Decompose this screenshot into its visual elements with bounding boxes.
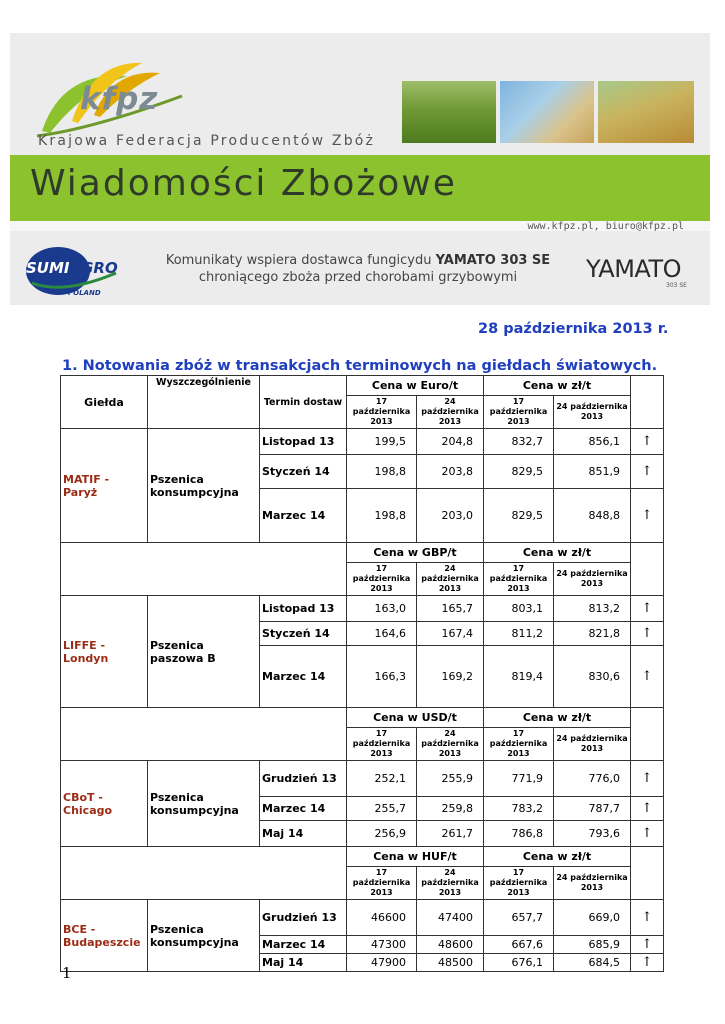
price-value: 821,8 — [554, 622, 631, 646]
issue-date: 28 października 2013 r. — [478, 321, 669, 337]
sponsor-line-1 — [138, 252, 578, 269]
delivery-term: Grudzień 13 — [260, 900, 347, 936]
date-header: 17 października 2013 — [347, 396, 417, 429]
sumiagro-poland: POLAND — [68, 289, 101, 297]
date-header: 24 października 2013 — [417, 563, 484, 596]
pln-header: Cena w zł/t — [484, 543, 631, 563]
currency-header: Cena w GBP/t — [347, 543, 484, 563]
trend-up-arrow-icon: ↑ — [631, 761, 664, 797]
product-name: Pszenica konsumpcyjna — [148, 429, 260, 543]
price-value: 848,8 — [554, 489, 631, 543]
blank-cell — [631, 847, 664, 900]
trend-up-arrow-icon: ↑ — [631, 596, 664, 622]
date-header: 24 października 2013 — [554, 396, 631, 429]
price-value: 48600 — [417, 936, 484, 954]
federation-name: Krajowa Federacja Producentów Zbóż — [38, 133, 376, 149]
date-header: 17 października 2013 — [347, 867, 417, 900]
price-value: 771,9 — [484, 761, 554, 797]
price-value: 169,2 — [417, 646, 484, 708]
trend-up-arrow-icon: ↑ — [631, 900, 664, 936]
sponsor-line-2: chroniącego zboża przed chorobami grzybowymi — [198, 270, 518, 285]
trend-up-arrow-icon: ↑ — [631, 797, 664, 821]
date-header: 17 października 2013 — [484, 396, 554, 429]
sumi-text: SUMI — [26, 259, 70, 277]
delivery-term: Marzec 14 — [260, 489, 347, 543]
product-name: Pszenica konsumpcyjna — [148, 900, 260, 972]
delivery-term: Grudzień 13 — [260, 761, 347, 797]
price-value: 203,8 — [417, 455, 484, 489]
blank-cell — [631, 708, 664, 761]
trend-up-arrow-icon: ↑ — [631, 489, 664, 543]
newsletter-title: Wiadomości Zbożowe — [30, 163, 457, 204]
agro-text: AGRO — [69, 259, 118, 277]
delivery-term: Maj 14 — [260, 954, 347, 972]
price-value: 813,2 — [554, 596, 631, 622]
price-value: 776,0 — [554, 761, 631, 797]
date-header: 24 października 2013 — [554, 867, 631, 900]
price-value: 256,9 — [347, 821, 417, 847]
price-value: 252,1 — [347, 761, 417, 797]
table-row — [61, 900, 664, 936]
col-spec: Wyszczególnienie — [148, 376, 260, 429]
delivery-term: Styczeń 14 — [260, 455, 347, 489]
delivery-term: Listopad 13 — [260, 596, 347, 622]
price-value: 684,5 — [554, 954, 631, 972]
price-value: 203,0 — [417, 489, 484, 543]
price-value: 829,5 — [484, 455, 554, 489]
header-row — [61, 847, 664, 867]
price-value: 685,9 — [554, 936, 631, 954]
oats-photo — [500, 81, 594, 143]
product-name: Pszenica paszowa B — [148, 596, 260, 708]
currency-header: Cena w Euro/t — [347, 376, 484, 396]
exchange-name: LIFFE - Londyn — [61, 596, 148, 708]
price-value: 830,6 — [554, 646, 631, 708]
blank-cell — [61, 543, 347, 596]
pln-header: Cena w zł/t — [484, 708, 631, 728]
trend-up-arrow-icon: ↑ — [631, 821, 664, 847]
price-value: 793,6 — [554, 821, 631, 847]
price-value: 669,0 — [554, 900, 631, 936]
price-value: 47400 — [417, 900, 484, 936]
price-value: 255,9 — [417, 761, 484, 797]
exchange-name: MATIF - Paryż — [61, 429, 148, 543]
date-header: 24 października 2013 — [554, 728, 631, 761]
price-value: 255,7 — [347, 797, 417, 821]
blank-cell — [631, 543, 664, 596]
exchange-name: CBoT - Chicago — [61, 761, 148, 847]
trend-up-arrow-icon: ↑ — [631, 622, 664, 646]
date-header: 17 października 2013 — [484, 867, 554, 900]
date-header: 24 października 2013 — [417, 867, 484, 900]
price-value: 199,5 — [347, 429, 417, 455]
exchange-name: BCE - Budapeszcie — [61, 900, 148, 972]
price-value: 261,7 — [417, 821, 484, 847]
blank-cell — [61, 708, 347, 761]
delivery-term: Marzec 14 — [260, 797, 347, 821]
price-value: 164,6 — [347, 622, 417, 646]
date-header: 17 października 2013 — [347, 563, 417, 596]
price-value: 166,3 — [347, 646, 417, 708]
price-value: 829,5 — [484, 489, 554, 543]
table-row — [61, 761, 664, 797]
header-banner — [10, 33, 710, 305]
price-value: 851,9 — [554, 455, 631, 489]
table-row — [61, 429, 664, 455]
header-row — [61, 376, 664, 396]
price-value: 47900 — [347, 954, 417, 972]
sponsor-prefix: Komunikaty wspiera dostawca fungicydu — [165, 253, 436, 268]
price-value: 819,4 — [484, 646, 554, 708]
currency-header: Cena w HUF/t — [347, 847, 484, 867]
product-name: Pszenica konsumpcyjna — [148, 761, 260, 847]
header-row — [61, 543, 664, 563]
trend-up-arrow-icon: ↑ — [631, 954, 664, 972]
yamato-logo-sub: 303 SE — [666, 282, 687, 289]
quotes-table — [60, 375, 664, 972]
delivery-term: Listopad 13 — [260, 429, 347, 455]
price-value: 167,4 — [417, 622, 484, 646]
delivery-term: Maj 14 — [260, 821, 347, 847]
price-value: 259,8 — [417, 797, 484, 821]
wheat-ears-photo — [598, 81, 694, 143]
date-header: 24 października 2013 — [417, 728, 484, 761]
date-header: 24 października 2013 — [554, 563, 631, 596]
wheat-field-photo — [402, 81, 496, 143]
price-value: 787,7 — [554, 797, 631, 821]
price-value: 198,8 — [347, 489, 417, 543]
pln-header: Cena w zł/t — [484, 376, 631, 396]
price-value: 803,1 — [484, 596, 554, 622]
sponsor-brand: YAMATO 303 SE — [435, 253, 551, 268]
pln-header: Cena w zł/t — [484, 847, 631, 867]
date-header: 24 października 2013 — [417, 396, 484, 429]
price-value: 832,7 — [484, 429, 554, 455]
delivery-term: Marzec 14 — [260, 936, 347, 954]
price-value: 46600 — [347, 900, 417, 936]
sumiagro-logo-text — [26, 259, 118, 277]
price-value: 786,8 — [484, 821, 554, 847]
price-value: 657,7 — [484, 900, 554, 936]
blank-cell — [61, 847, 347, 900]
price-value: 48500 — [417, 954, 484, 972]
trend-up-arrow-icon: ↑ — [631, 429, 664, 455]
currency-header: Cena w USD/t — [347, 708, 484, 728]
date-header: 17 października 2013 — [484, 728, 554, 761]
delivery-term: Marzec 14 — [260, 646, 347, 708]
price-value: 198,8 — [347, 455, 417, 489]
col-term: Termin dostaw — [260, 376, 347, 429]
price-value: 811,2 — [484, 622, 554, 646]
date-header: 17 października 2013 — [484, 563, 554, 596]
price-value: 204,8 — [417, 429, 484, 455]
price-value: 856,1 — [554, 429, 631, 455]
trend-up-arrow-icon: ↑ — [631, 455, 664, 489]
logo-text: kfpz — [80, 81, 159, 117]
futures-table — [60, 375, 663, 972]
section-heading: 1. Notowania zbóż w transakcjach terminowych na giełdach światowych. — [62, 358, 658, 374]
price-value: 165,7 — [417, 596, 484, 622]
yamato-logo: YAMATO — [586, 255, 682, 283]
date-header: 17 października 2013 — [347, 728, 417, 761]
header-row — [61, 708, 664, 728]
price-value: 667,6 — [484, 936, 554, 954]
price-value: 676,1 — [484, 954, 554, 972]
blank-cell — [631, 376, 664, 429]
sponsor-note — [138, 252, 578, 286]
page-number: 1 — [62, 964, 72, 982]
col-gielda: Giełda — [61, 376, 148, 429]
price-value: 47300 — [347, 936, 417, 954]
trend-up-arrow-icon: ↑ — [631, 936, 664, 954]
delivery-term: Styczeń 14 — [260, 622, 347, 646]
trend-up-arrow-icon: ↑ — [631, 646, 664, 708]
contact-line: www.kfpz.pl, biuro@kfpz.pl — [527, 221, 684, 232]
table-row — [61, 596, 664, 622]
price-value: 163,0 — [347, 596, 417, 622]
price-value: 783,2 — [484, 797, 554, 821]
